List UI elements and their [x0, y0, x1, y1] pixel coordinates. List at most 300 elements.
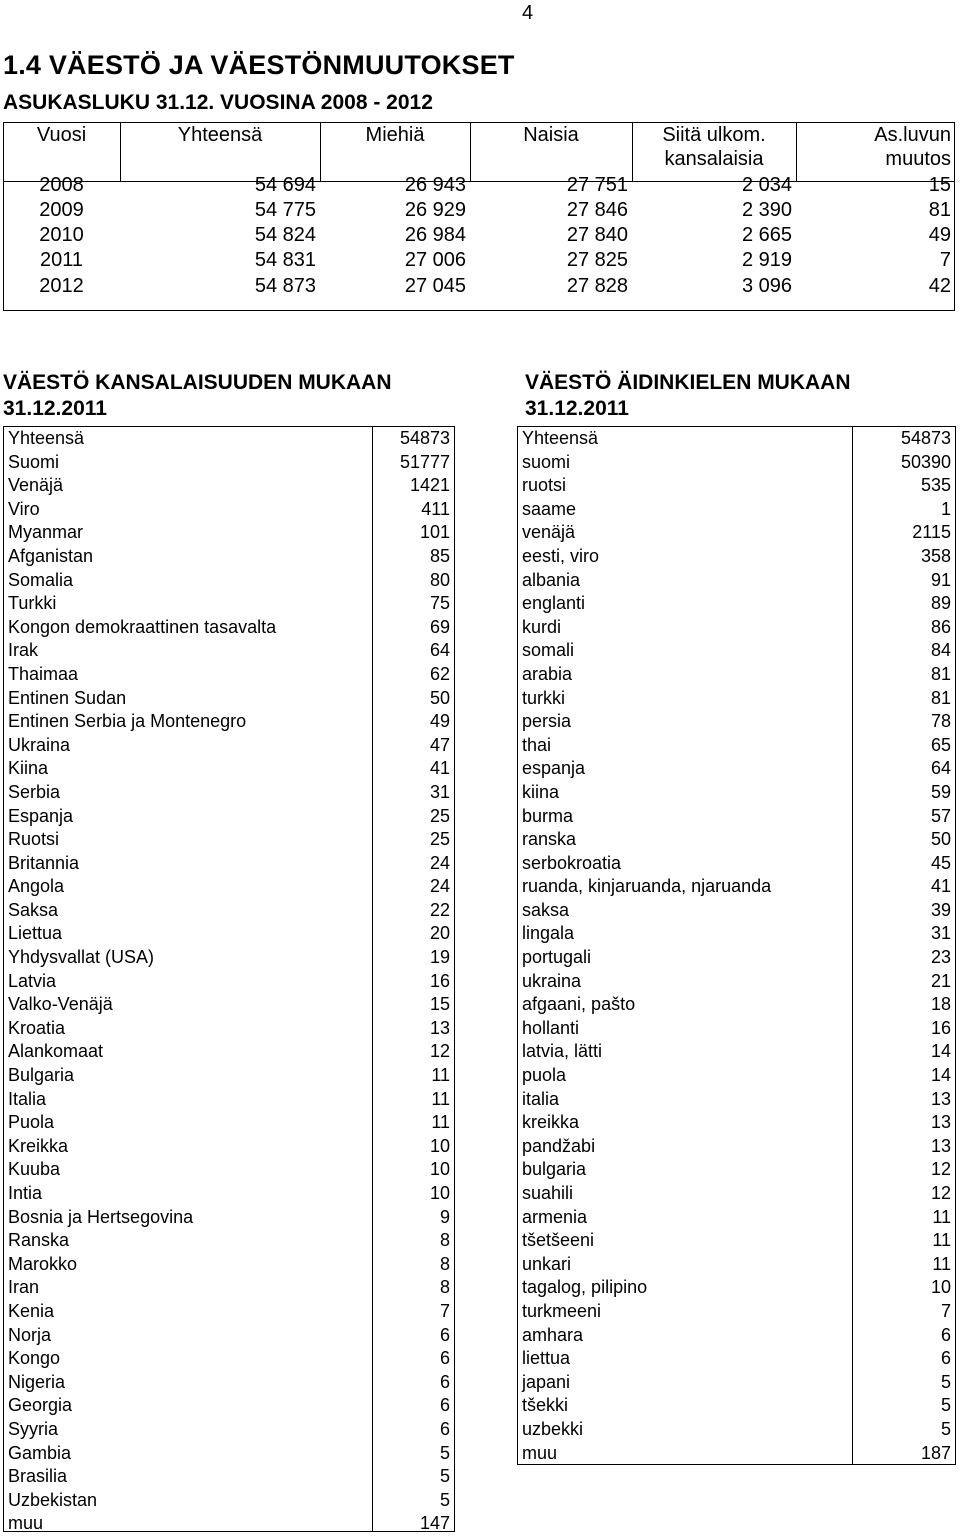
citizenship-row — [3, 687, 455, 711]
citizenship-count: 10 — [429, 1159, 450, 1180]
citizenship-label: Saksa — [8, 899, 59, 920]
citizenship-row — [3, 1489, 455, 1513]
language-label: eesti, viro — [522, 545, 600, 566]
language-label: ukraina — [522, 970, 582, 991]
language-row — [517, 592, 956, 616]
language-label: turkki — [522, 687, 566, 708]
citizenship-label: Kuuba — [8, 1159, 61, 1180]
citizenship-count: 69 — [429, 616, 450, 637]
language-label: englanti — [522, 593, 586, 614]
population-header-row-2-cell — [120, 148, 320, 173]
language-count: 10 — [930, 1277, 951, 1298]
citizenship-label: Liettua — [8, 923, 63, 944]
citizenship-row — [3, 828, 455, 852]
population-table — [3, 122, 955, 300]
population-header-row-cell: Vuosi — [36, 124, 87, 146]
language-label: kurdi — [522, 616, 562, 637]
language-table — [517, 427, 956, 1465]
citizenship-row — [3, 1371, 455, 1395]
language-count: 1 — [940, 498, 951, 519]
population-data-row-cell: 49 — [928, 224, 951, 246]
population-header-row — [3, 122, 955, 148]
language-count: 13 — [930, 1112, 951, 1133]
citizenship-label: Serbia — [8, 781, 61, 802]
language-label: lingala — [522, 923, 575, 944]
language-count: 89 — [930, 593, 951, 614]
population-data-row-cell: 27 828 — [566, 275, 628, 297]
citizenship-count: 6 — [439, 1418, 450, 1439]
citizenship-row — [3, 616, 455, 640]
language-label: ruotsi — [522, 475, 567, 496]
citizenship-count: 75 — [429, 593, 450, 614]
citizenship-label: Myanmar — [8, 522, 84, 543]
section-title: 1.4 VÄESTÖ JA VÄESTÖNMUUTOKSET — [3, 50, 515, 80]
citizenship-count: 50 — [429, 687, 450, 708]
language-count: 13 — [930, 1088, 951, 1109]
language-row — [517, 687, 956, 711]
language-row — [517, 1300, 956, 1324]
language-row — [517, 1182, 956, 1206]
citizenship-row — [3, 1229, 455, 1253]
language-label: liettua — [522, 1348, 571, 1369]
language-count: 5 — [940, 1395, 951, 1416]
language-row — [517, 1253, 956, 1277]
language-row — [517, 663, 956, 687]
citizenship-count: 22 — [429, 899, 450, 920]
language-row — [517, 1135, 956, 1159]
citizenship-row — [3, 1418, 455, 1442]
language-label: kiina — [522, 781, 560, 802]
citizenship-count: 6 — [439, 1324, 450, 1345]
language-label: bulgaria — [522, 1159, 587, 1180]
language-row — [517, 521, 956, 545]
citizenship-row — [3, 1512, 455, 1536]
citizenship-count: 6 — [439, 1395, 450, 1416]
citizenship-label: Entinen Sudan — [8, 687, 127, 708]
citizenship-row — [3, 781, 455, 805]
population-data-row-cell: 42 — [928, 275, 951, 297]
language-count: 7 — [940, 1300, 951, 1321]
citizenship-label: Bulgaria — [8, 1065, 75, 1086]
language-count: 5 — [940, 1371, 951, 1392]
citizenship-count: 13 — [429, 1017, 450, 1038]
language-label: amhara — [522, 1324, 584, 1345]
citizenship-count: 9 — [439, 1206, 450, 1227]
population-data-row-cell: 2012 — [39, 275, 84, 297]
citizenship-label: Nigeria — [8, 1371, 66, 1392]
language-row — [517, 474, 956, 498]
citizenship-count: 31 — [429, 781, 450, 802]
language-row — [517, 639, 956, 663]
citizenship-label: Latvia — [8, 970, 57, 991]
language-row — [517, 1347, 956, 1371]
citizenship-row — [3, 474, 455, 498]
language-row — [517, 1111, 956, 1135]
citizenship-count: 6 — [439, 1348, 450, 1369]
citizenship-label: Uzbekistan — [8, 1489, 98, 1510]
citizenship-row — [3, 1158, 455, 1182]
language-count: 81 — [930, 663, 951, 684]
language-label: suahili — [522, 1183, 574, 1203]
population-data-row-cell: 27 825 — [566, 249, 628, 271]
population-data-row — [3, 248, 955, 273]
citizenship-label: Kongo — [8, 1348, 61, 1369]
language-row — [517, 875, 956, 899]
language-count: 18 — [930, 994, 951, 1015]
citizenship-count: 147 — [419, 1513, 450, 1534]
citizenship-count: 1421 — [409, 475, 450, 496]
language-label: japani — [522, 1371, 571, 1392]
language-row — [517, 545, 956, 569]
citizenship-label: Turkki — [8, 593, 57, 614]
citizenship-count: 11 — [431, 1112, 450, 1133]
language-row — [517, 616, 956, 640]
language-label: arabia — [522, 663, 573, 684]
language-label: armenia — [522, 1206, 588, 1227]
citizenship-table — [3, 427, 455, 1536]
language-count: 39 — [930, 899, 951, 920]
language-row — [517, 1158, 956, 1182]
population-data-row — [3, 198, 955, 223]
language-count: 54873 — [900, 428, 951, 448]
population-data-row-cell: 27 846 — [566, 199, 628, 221]
citizenship-row — [3, 1300, 455, 1324]
population-data-row-cell: 54 775 — [254, 199, 316, 221]
citizenship-label: Viro — [8, 498, 40, 519]
language-label: saksa — [522, 899, 570, 920]
citizenship-label: Syyria — [8, 1418, 59, 1439]
section-subtitle: ASUKASLUKU 31.12. VUOSINA 2008 - 2012 — [3, 91, 433, 114]
citizenship-label: Kongon demokraattinen tasavalta — [8, 616, 277, 637]
language-row — [517, 1418, 956, 1442]
citizenship-label: Yhteensä — [8, 428, 85, 448]
language-count: 187 — [920, 1442, 951, 1463]
population-header-row-2-cell — [320, 148, 470, 173]
citizenship-row — [3, 852, 455, 876]
language-count: 12 — [930, 1159, 951, 1180]
language-count: 11 — [932, 1206, 951, 1227]
citizenship-count: 62 — [429, 663, 450, 684]
citizenship-label: Bosnia ja Hertsegovina — [8, 1206, 194, 1227]
citizenship-count: 49 — [429, 711, 450, 732]
language-row — [517, 498, 956, 522]
language-label: muu — [522, 1442, 558, 1463]
population-header-row-2-cell — [3, 148, 120, 173]
language-count: 21 — [930, 970, 951, 991]
population-data-row-cell: 2 390 — [741, 199, 792, 221]
citizenship-count: 5 — [439, 1442, 450, 1463]
citizenship-label: Georgia — [8, 1395, 73, 1416]
citizenship-row — [3, 592, 455, 616]
citizenship-count: 41 — [429, 758, 450, 779]
citizenship-count: 25 — [429, 805, 450, 826]
population-header-row-cell: Yhteensä — [177, 124, 263, 146]
citizenship-count: 411 — [421, 498, 450, 519]
citizenship-row — [3, 521, 455, 545]
language-label: saame — [522, 498, 577, 519]
language-row — [517, 805, 956, 829]
citizenship-row — [3, 710, 455, 734]
citizenship-label: Valko-Venäjä — [8, 994, 113, 1015]
language-row — [517, 569, 956, 593]
citizenship-row — [3, 1111, 455, 1135]
language-count: 41 — [930, 876, 951, 897]
language-row — [517, 1088, 956, 1112]
citizenship-count: 10 — [429, 1183, 450, 1203]
population-data-row-cell: 2009 — [39, 199, 84, 221]
population-data-row-cell: 2 665 — [741, 224, 792, 246]
language-count: 84 — [930, 640, 951, 661]
citizenship-count: 7 — [439, 1300, 450, 1321]
language-label: venäjä — [522, 522, 576, 543]
language-date: 31.12.2011 — [525, 397, 629, 420]
language-count: 14 — [930, 1041, 951, 1062]
population-data-row-cell: 7 — [939, 249, 951, 271]
language-row — [517, 757, 956, 781]
citizenship-row — [3, 805, 455, 829]
citizenship-label: Venäjä — [8, 475, 64, 496]
population-data-row-cell: 26 929 — [404, 199, 466, 221]
citizenship-count: 5 — [439, 1466, 450, 1487]
language-row — [517, 970, 956, 994]
language-label: uzbekki — [522, 1418, 584, 1439]
population-data-row-cell: 2 919 — [741, 249, 792, 271]
language-row — [517, 734, 956, 758]
citizenship-label: Somalia — [8, 569, 74, 590]
citizenship-count: 8 — [439, 1230, 450, 1251]
citizenship-count: 51777 — [399, 451, 450, 472]
citizenship-label: Britannia — [8, 852, 80, 873]
language-count: 91 — [930, 569, 951, 590]
language-label: afgaani, pašto — [522, 994, 636, 1015]
language-row — [517, 993, 956, 1017]
language-label: latvia, lätti — [522, 1041, 603, 1062]
language-count: 16 — [930, 1017, 951, 1038]
language-label: albania — [522, 569, 581, 590]
population-header-row-cell: Miehiä — [365, 124, 425, 146]
population-data-row — [3, 223, 955, 248]
citizenship-date: 31.12.2011 — [3, 397, 107, 420]
citizenship-label: Brasilia — [8, 1466, 68, 1487]
citizenship-row — [3, 946, 455, 970]
citizenship-count: 16 — [429, 970, 450, 991]
citizenship-label: Suomi — [8, 451, 60, 472]
citizenship-label: Ranska — [8, 1230, 70, 1251]
citizenship-label: Gambia — [8, 1442, 72, 1463]
citizenship-row — [3, 899, 455, 923]
language-count: 13 — [930, 1135, 951, 1156]
language-count: 2115 — [912, 522, 951, 543]
population-data-row — [3, 273, 955, 300]
citizenship-row — [3, 451, 455, 475]
language-label: portugali — [522, 947, 592, 968]
population-data-row-cell: 54 824 — [254, 224, 316, 246]
language-label: kreikka — [522, 1112, 580, 1133]
citizenship-row — [3, 1394, 455, 1418]
language-row — [517, 1206, 956, 1230]
language-row — [517, 1394, 956, 1418]
citizenship-row — [3, 1276, 455, 1300]
language-label: pandžabi — [522, 1135, 596, 1156]
citizenship-count: 24 — [429, 876, 450, 897]
language-count: 11 — [932, 1230, 951, 1251]
citizenship-label: Afganistan — [8, 545, 94, 566]
citizenship-row — [3, 1442, 455, 1466]
language-count: 31 — [930, 923, 951, 944]
population-data-row-cell: 54 831 — [254, 249, 316, 271]
citizenship-row — [3, 1088, 455, 1112]
population-data-row-cell: 2 034 — [741, 174, 792, 196]
citizenship-row — [3, 569, 455, 593]
page-number: 4 — [522, 2, 534, 24]
citizenship-label: Alankomaat — [8, 1041, 104, 1062]
language-row — [517, 781, 956, 805]
language-count: 57 — [930, 805, 951, 826]
language-row — [517, 1040, 956, 1064]
citizenship-count: 64 — [429, 640, 450, 661]
language-row — [517, 1064, 956, 1088]
citizenship-row — [3, 993, 455, 1017]
citizenship-label: Intia — [8, 1183, 43, 1203]
citizenship-count: 8 — [439, 1253, 450, 1274]
language-count: 45 — [930, 852, 951, 873]
population-header-row-cell: Siitä ulkom. — [662, 124, 766, 146]
population-data-row-cell: 27 751 — [566, 174, 628, 196]
citizenship-row — [3, 1347, 455, 1371]
language-row — [517, 1371, 956, 1395]
citizenship-row — [3, 427, 455, 451]
language-label: persia — [522, 711, 572, 732]
language-label: espanja — [522, 758, 586, 779]
language-label: serbokroatia — [522, 852, 622, 873]
citizenship-label: Entinen Serbia ja Montenegro — [8, 711, 247, 732]
language-label: hollanti — [522, 1017, 580, 1038]
language-count: 358 — [920, 545, 951, 566]
language-count: 64 — [930, 758, 951, 779]
population-header-row-cell: As.luvun — [874, 124, 951, 146]
citizenship-label: Ruotsi — [8, 829, 60, 850]
language-count: 535 — [920, 475, 951, 496]
citizenship-label: Yhdysvallat (USA) — [8, 947, 155, 968]
citizenship-label: Espanja — [8, 805, 74, 826]
citizenship-count: 101 — [419, 522, 450, 543]
language-count: 14 — [930, 1065, 951, 1086]
citizenship-label: Thaimaa — [8, 663, 79, 684]
citizenship-label: Kenia — [8, 1300, 55, 1321]
language-count: 11 — [932, 1253, 951, 1274]
population-data-row-cell: 54 873 — [254, 275, 316, 297]
citizenship-label: Irak — [8, 640, 39, 661]
citizenship-row — [3, 922, 455, 946]
citizenship-label: Kreikka — [8, 1135, 69, 1156]
citizenship-row — [3, 875, 455, 899]
language-row — [517, 427, 956, 451]
citizenship-row — [3, 1064, 455, 1088]
language-row — [517, 922, 956, 946]
citizenship-count: 11 — [431, 1088, 450, 1109]
language-label: tšetšeeni — [522, 1230, 595, 1251]
citizenship-label: Norja — [8, 1324, 52, 1345]
language-count: 78 — [930, 711, 951, 732]
citizenship-count: 20 — [429, 923, 450, 944]
language-label: unkari — [522, 1253, 572, 1274]
language-count: 65 — [930, 734, 951, 755]
population-header-row-2-cell: muutos — [885, 148, 951, 170]
language-row — [517, 1442, 956, 1466]
population-data-row-cell: 2010 — [39, 224, 84, 246]
language-row — [517, 899, 956, 923]
language-label: italia — [522, 1088, 560, 1109]
citizenship-label: Angola — [8, 876, 65, 897]
language-label: thai — [522, 734, 552, 755]
citizenship-label: Puola — [8, 1112, 55, 1133]
citizenship-row — [3, 1182, 455, 1206]
citizenship-count: 25 — [429, 829, 450, 850]
citizenship-label: Ukraina — [8, 734, 71, 755]
language-count: 50 — [930, 829, 951, 850]
population-header-row-2-cell: kansalaisia — [664, 148, 764, 170]
citizenship-row — [3, 757, 455, 781]
language-label: Yhteensä — [522, 428, 599, 448]
language-label: suomi — [522, 451, 571, 472]
citizenship-label: Kiina — [8, 758, 49, 779]
population-data-row-cell: 26 984 — [404, 224, 466, 246]
citizenship-row — [3, 1206, 455, 1230]
citizenship-row — [3, 639, 455, 663]
language-label: puola — [522, 1065, 567, 1086]
population-header-row-2 — [3, 148, 955, 173]
citizenship-row — [3, 734, 455, 758]
language-label: somali — [522, 640, 575, 661]
citizenship-count: 85 — [429, 545, 450, 566]
citizenship-row — [3, 1017, 455, 1041]
citizenship-row — [3, 1040, 455, 1064]
citizenship-count: 15 — [429, 994, 450, 1015]
language-label: turkmeeni — [522, 1300, 602, 1321]
language-row — [517, 710, 956, 734]
citizenship-count: 11 — [431, 1065, 450, 1086]
language-title: VÄESTÖ ÄIDINKIELEN MUKAAN — [525, 371, 851, 394]
citizenship-row — [3, 1253, 455, 1277]
population-header-row-2-cell — [470, 148, 632, 173]
citizenship-row — [3, 498, 455, 522]
language-count: 12 — [930, 1183, 951, 1203]
citizenship-count: 19 — [429, 947, 450, 968]
language-count: 59 — [930, 781, 951, 802]
citizenship-count: 47 — [429, 734, 450, 755]
citizenship-count: 24 — [429, 852, 450, 873]
language-row — [517, 1324, 956, 1348]
population-data-row-cell: 81 — [928, 199, 951, 221]
language-label: ranska — [522, 829, 577, 850]
citizenship-count: 80 — [429, 569, 450, 590]
citizenship-row — [3, 1324, 455, 1348]
citizenship-label: muu — [8, 1513, 44, 1534]
citizenship-label: Italia — [8, 1088, 47, 1109]
language-label: tagalog, pilipino — [522, 1277, 648, 1298]
citizenship-row — [3, 970, 455, 994]
citizenship-count: 6 — [439, 1371, 450, 1392]
citizenship-label: Iran — [8, 1277, 40, 1298]
language-count: 50390 — [900, 451, 951, 472]
population-data-row-cell: 27 840 — [566, 224, 628, 246]
language-row — [517, 852, 956, 876]
population-data-row-cell: 3 096 — [741, 275, 792, 297]
citizenship-count: 5 — [439, 1489, 450, 1510]
language-row — [517, 1017, 956, 1041]
citizenship-count: 12 — [429, 1041, 450, 1062]
language-label: ruanda, kinjaruanda, njaruanda — [522, 876, 772, 897]
